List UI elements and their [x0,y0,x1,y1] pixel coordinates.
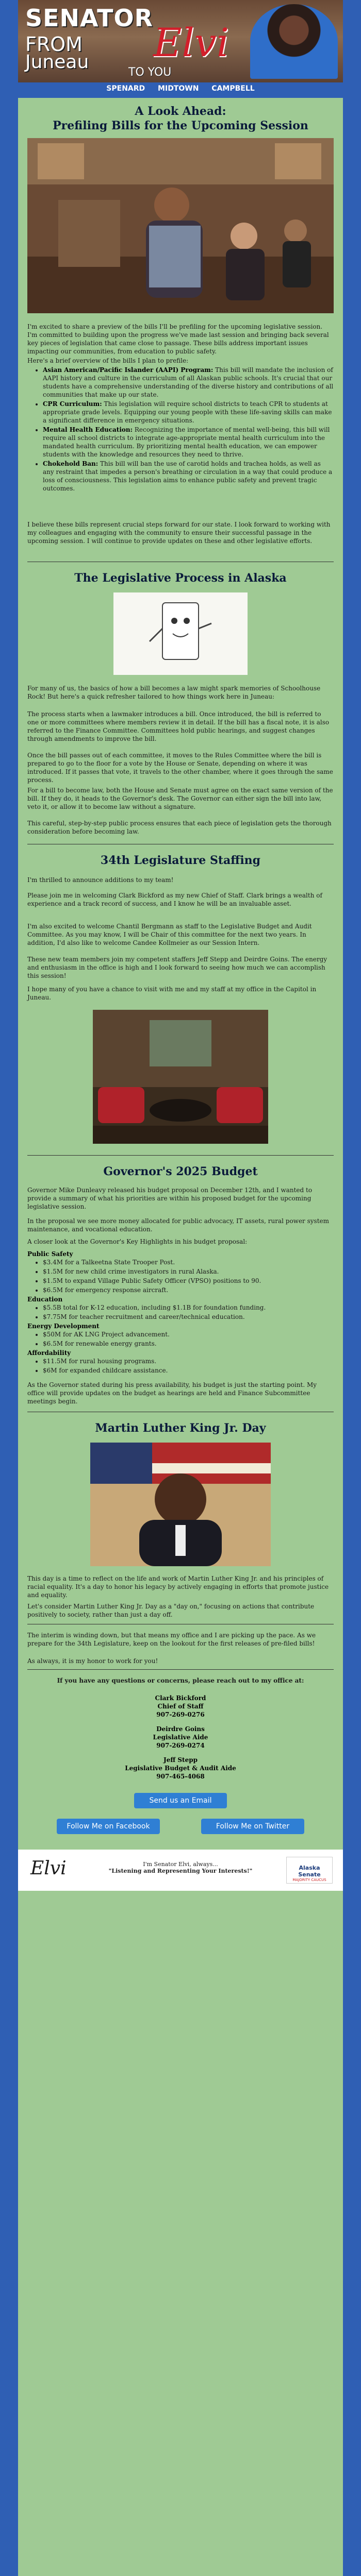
budget-item: • $5.5B total for K-12 education, including $1.1B for foundation funding. [43,1303,334,1312]
contact-prompt: If you have any questions or concerns, please reach out to my office at: [57,1677,304,1684]
bill-list [27,366,334,494]
section5-title: Martin Luther King Jr. Day [95,1421,266,1435]
district-spenard: SPENARD [106,84,145,93]
divider [27,1669,334,1670]
contact-card: Clark Bickford Chief of Staff 907-269-0276 [155,1694,206,1718]
closing-p1: The interim is winding down, but that means my office and I are picking up the pace. As we prepare for the 34th Legislature, keep on the lookout for the first releases of pre-filed bills! [27,1632,316,1647]
section5-p1: This day is a time to reflect on the life and work of Martin Luther King Jr. and his principles of racial equality. It's a day to honor his legacy by actively engaging in efforts that promote justice and equality. [27,1575,329,1599]
bill-cartoon-image [113,592,248,675]
budget-item: • $6.5M for emergency response aircraft. [43,1286,334,1294]
header-juneau: Juneau [25,52,89,73]
senate-floor-photo [27,138,334,313]
email-button[interactable]: Send us an Email [134,1793,227,1808]
budget-item: • $3.4M for a Talkeetna State Trooper Post. [43,1258,334,1266]
newsletter [18,0,343,2576]
budget-item: • $6.5M for renewable energy grants. [43,1340,334,1348]
section3-p3: I'm also excited to welcome Chantil Bergmann as staff to the Legislative Budget and Audit Committee. As you may know, I will be Chair of this committee for the next two years. In addition, I'd also like to welcome Candee Kollmeier as our Session Intern. [27,923,312,946]
section3-p5: I hope many of you have a chance to visit with me and my staff at my office in the Capitol in Juneau. [27,986,317,1001]
section3-p4: These new team members join my competent staffers Jeff Stepp and Deirdre Goins. The energy and enthusiasm in the office is high and I look forward to seeing how much we can accomplish this session! [27,956,327,979]
section2-p5: This careful, step-by-step public process ensures that each piece of legislation gets the thorough consideration before becoming law. [27,820,332,835]
signature: Elvi [30,1858,67,1879]
closing-p2: As always, it is my honor to work for you! [27,1657,158,1665]
senate-logo: Alaska Senate MAJORITY CAUCUS [286,1857,333,1884]
budget-item: • $11.5M for rural housing programs. [43,1357,334,1365]
budget-category: Affordability [27,1349,71,1357]
content-panel [18,98,343,2576]
budget-item: • $1.5M for new child crime investigators in rural Alaska. [43,1267,334,1276]
contact-card: Jeff Stepp Legislative Budget & Audit Aide 907-465-4068 [125,1756,236,1780]
budget-item: • $1.5M to expand Village Public Safety Officer (VPSO) positions to 90. [43,1277,334,1285]
senator-portrait [250,4,338,79]
section1-title: A Look Ahead: Prefiling Bills for the Upcoming Session [53,105,308,132]
facebook-button[interactable]: Follow Me on Facebook [57,1819,160,1834]
divider [27,1155,334,1156]
bill-item: • Chokehold Ban: This bill will ban the use of carotid holds and trachea holds, as well as any restraint that impedes a person's breathing or circulation in a way that could produce a loss of consciousness. This legislation aims to enhance public safety and prevent tragic outcomes. [43,460,334,493]
section3-title: 34th Legislature Staffing [100,854,261,867]
budget-item: • $50M for AK LNG Project advancement. [43,1330,334,1338]
section4-p1: Governor Mike Dunleavy released his budget proposal on December 12th, and I wanted to provide a summary of what his priorities are within his proposed budget for the upcoming legislative session. [27,1187,313,1210]
section1-intro: I'm excited to share a preview of the bills I'll be prefiling for the upcoming legislative session. I'm committed to building upon the progress we've made last session and bringing back several key pieces of legislation that came close to passage. These bills address important issues impacting our communities, from education to public safety. [27,323,329,355]
district-bar [18,82,343,96]
office-photo [93,1010,268,1144]
district-midtown: MIDTOWN [158,84,199,93]
budget-category: Education [27,1296,63,1303]
signature-footer [18,1850,343,1891]
header-from: FROM [25,33,83,56]
section2-p3: Once the bill passes out of each committee, it moves to the Rules Committee where the bill is prepared to go to the floor for a vote by the House or Senate, depending on where it was introduced. If it passes that vote, it travels to the other chamber, where it goes through the same process. [27,752,333,784]
budget-category: Energy Development [27,1323,100,1330]
section4-p2: In the proposal we see more money allocated for public advocacy, IT assets, rural power system maintenance, and vocational education. [27,1217,330,1233]
budget-category: Public Safety [27,1250,73,1258]
section2-p2: The process starts when a lawmaker introduces a bill. Once introduced, the bill is referred to one or more committees where members review it in detail. If the bill has a fiscal note, it is also referred to the Finance Committee. Committees hold public hearings, and suggest changes through amendments to improve the bill. [27,710,330,742]
section5-p2: Let's consider Martin Luther King Jr. Day as a "day on," focusing on actions that contribute positively to society, rather than just a day off. [27,1603,315,1618]
contact-card: Deirdre Goins Legislative Aide 907-269-0274 [153,1725,208,1749]
budget-item: • $6M for expanded childcare assistance. [43,1366,334,1375]
bill-item: • Mental Health Education: Recognizing the importance of mental well-being, this bill will require all school districts to integrate age-appropriate mental health curriculum into the mandated health curriculum. By prioritizing mental health education, we can empower students with the knowledge and resources they need to thrive. [43,426,334,459]
budget-highlights [27,1250,334,1376]
section3-p1: I'm thrilled to announce additions to my team! [27,876,174,884]
bill-item: • CPR Curriculum: This legislation will require school districts to teach CPR to students at appropriate grade levels. Equipping our young people with these life-saving skills can make a significant difference in emergency situations. [43,400,334,425]
header-banner [18,0,343,82]
mlk-image [90,1443,271,1566]
motto: I'm Senator Elvi, always... "Listening and Representing Your Interests!" [108,1861,253,1874]
section1-closing: I believe these bills represent crucial steps forward for our state. I look forward to working with my colleagues and engaging with the community to ensure their successful passage in the upcoming session. I will continue to provide updates on these and other legislative efforts. [27,521,331,545]
section2-p1: For many of us, the basics of how a bill becomes a law might spark memories of Schoolhouse Rock! But here's a quick refresher tailored to how things work here in Juneau: [27,685,321,700]
budget-item: • $7.75M for teacher recruitment and career/technical education. [43,1313,334,1321]
section1-overview: Here's a brief overview of the bills I plan to prefile: [27,357,189,364]
section4-title: Governor's 2025 Budget [103,1165,258,1178]
contact-list [27,1694,334,1781]
header-name: Elvi [153,20,229,65]
section4-p3: A closer look at the Governor's Key Highlights in his budget proposal: [27,1238,248,1245]
section3-p2: Please join me in welcoming Clark Bickford as my new Chief of Staff. Clark brings a wealth of experience and a track record of success, and I know he will be an invaluable asset. [27,892,322,907]
section2-p4: For a bill to become law, both the House and Senate must agree on the exact same version of the bill. If they do, it heads to the Governor's desk. The Governor can either sign the bill into law, veto it, or allow it to become law without a signature. [27,787,333,810]
district-campbell: CAMPBELL [211,84,255,93]
section4-p4: As the Governor stated during his press availability, his budget is just the starting point. My office will provide updates on the budget as hearings are held and Finance Subcommittee meetings begin. [27,1381,317,1405]
bill-item: • Asian American/Pacific Islander (AAPI) Program: This bill will mandate the inclusion of AAPI history and culture in the curriculum of all Alaskan public schools. It's crucial that our students have a comprehensive understanding of the diverse history and contributions of all communities that make up our state. [43,366,334,399]
header-senator: SENATOR [25,4,153,32]
header-to-you: TO YOU [128,66,172,79]
section2-title: The Legislative Process in Alaska [74,571,287,585]
twitter-button[interactable]: Follow Me on Twitter [201,1819,304,1834]
